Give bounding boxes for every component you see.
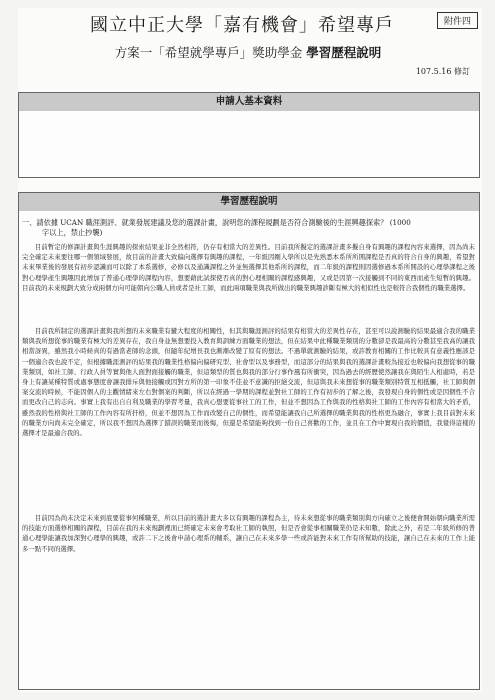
subtitle-bold: 學習歷程說明 <box>306 45 382 60</box>
question-text <box>22 218 477 238</box>
applicant-section-heading: 申請人基本資料 <box>18 92 480 112</box>
applicant-info-box <box>18 111 480 178</box>
answer-paragraph-1: 目前暫定的修課計畫與生涯興趣的探索結果並非全然相符，仍存有相當大的差異性。目前我所擬定的選課計畫多擬自身有興趣的課程內容來選擇，因為尚未完全確定未來要往哪一個領域發展，故目前的計畫大致偏向選擇有興趣的課程，一年級因剛入學所以是先熟悉本系所所開課程是否真的符合自身的興趣，希望對未來畢業後的發展有初步認識而可以除了本系選修，必修以及通識課程之外並無選擇其他系所的課程，而二年級的課程則因選修過本系所開設的心理學課程之後對心理學產生興趣因此增加了普通心理學的課程內容，想要藉此試探使否真的對心理相關的課程感興趣，又或是因第一次接觸到不同的東西而產生短暫的興趣。目前我的未來規劃大致分成兩個方向可能朝向公職人員或者是社工師，而此兩項職業與我所做出的職業興趣診斷有極大的相似性也是較符合我個性的職業選擇。 <box>22 243 475 292</box>
document-subtitle <box>58 44 438 62</box>
attachment-badge: 附件四 <box>437 12 478 29</box>
question-line-1: 一、請依據 UCAN 職涯測評、就業發展建議及您的選課計畫，說明您的課程規劃是否符合測驗後的生涯興趣探索？ (1000 <box>22 218 411 227</box>
revised-date: 107.5.16 修訂 <box>415 67 470 76</box>
learning-section-heading: 學習歷程說明 <box>18 192 480 212</box>
question-line-2: 字以上，禁止抄襲) <box>42 228 103 237</box>
answer-paragraph-2: 目前我所制定的選課計畫與我所想的未來職業有蠻大程度的相關性，但其與職涯測評的結果有相當大的差異性存在，甚至可以說測驗的結果最適合我的職業類與我所想從事的職業有極大的差異存在，我自身並無想要投入教育與訓練方面職業的想法，但在結果中此種職業類別的分數卻是我最高的分數甚至我高的讓我相當訝異，雖然我小時候真的有過當老師的念頭，但隨年紀增長我也漸漸改變了原有的想法。不過單就測驗的結果，或許教育相關的工作比較具有意義性應該是一個適合我也說不定，但根據職涯測評的結果我的職業性格偏向偏研究型、社會型以及事務型，而這部分的結果與我的選課計畫較為接近也較偏向我想從事的職業類別，如社工師、行政人員等實與他人面對面接觸的職業，但這類型的質也與我的部分行事作風有所衝突，因為過去的經歷使然讓我在與陌生人相處時，若是身上有讓某種特質或處事態度會讓我排斥與他接觸或因對方所的第一印象不佳並不意識的拒絕交流，但這與我未來想從事的職業類別特質互相抵觸，社工師與個案交流的時候，不能因個人的主觀情緒來左右對個案的判斷，所以在經過一學期的課程並對社工師的工作有初步的了解之後，我發現自身的個性或是因個性不合而更改自己的志向。事實上我有出自自利及職業的學習考量，我真心想要從事社工的工作，但並不想因為工作與我的性格與社工師的工作內容有相當大的矛盾，雖然我的性格與社工師的工作內容有所扞格，但並不想因為工作而改變自己的個性，而希望能讓我自己所選擇的職業與我的性格更為融合，事實上我目前對未來的職業方向尚未完全確定，所以我不想因為選擇了錯誤的職業而後悔，但還是希望能夠找到一份自己喜歡的工作，並且在工作中實現自我的價值，我覺得這樣的選擇才是最適合我的。 <box>22 327 475 438</box>
document-title: 國立中正大學「嘉有機會」希望專戶 <box>90 15 394 36</box>
answer-paragraph-3: 目前因為尚未決定未來到底要從事何種職業，所以目前的選計畫大多以有興趣的課程為主，待未來想從事的職業類別與方向確立之後便會開始朝向職業所需的技能方面選修相關的課程，目前在我的未來規劃裡面已經確定未來會考取社工師的執照，但是否會從事相關職業仍是未知數，除此之外，若是二年級所修的普通心理學能讓我加深對心理學的興趣，或許二下之後會申請心理系的輔系，讓自己在未來多學一些或許能對未來工作有所幫助的技能，讓自己在未來的工作上能多一點不同的選擇。 <box>22 514 475 553</box>
subtitle-prefix: 方案一「希望就學專戶」獎助學金 <box>114 45 303 60</box>
document-page <box>18 8 482 692</box>
